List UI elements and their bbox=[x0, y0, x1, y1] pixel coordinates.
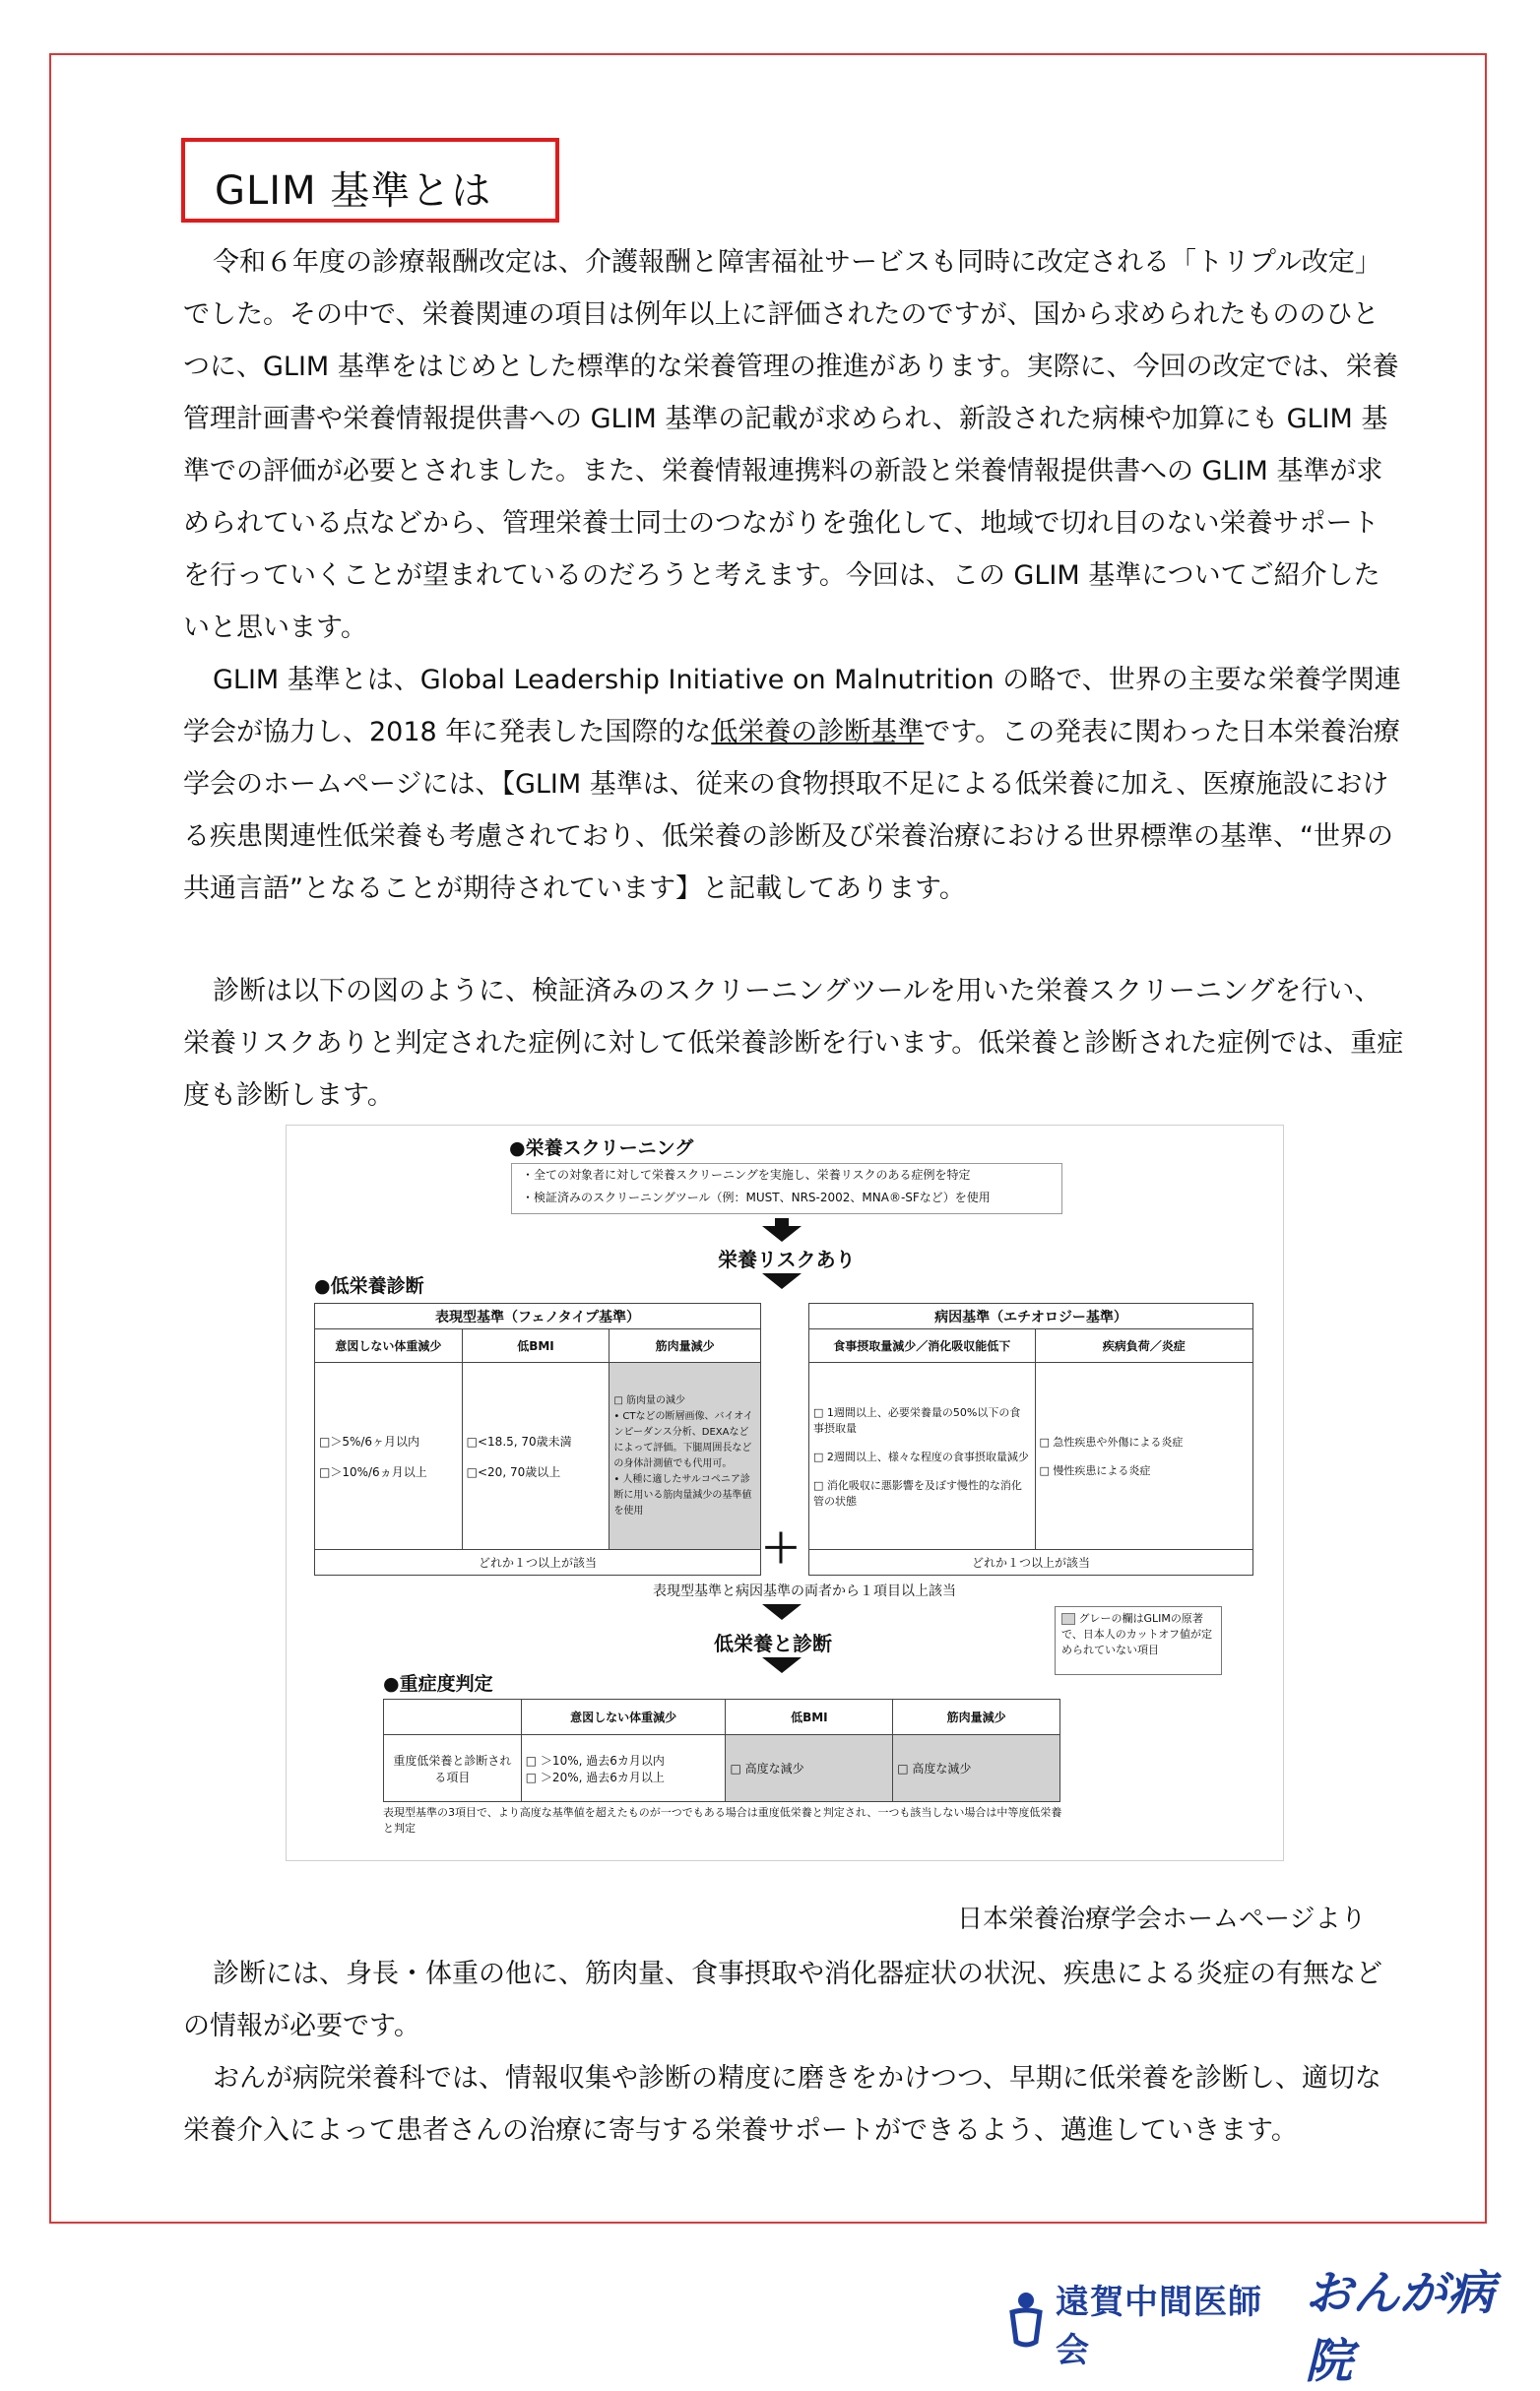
paragraph-2-b: です。この発表に関わった日本栄養治療学会のホームページには、【GLIM 基準は、従来の食物摂取不足による低栄養に加え、医療施設における疾患関連性低栄養も考慮されており、低栄養の診断及び栄養治療における世界標準の基準、“世界の共通言語”となることが期待されています】と記載してあります。 bbox=[183, 717, 1400, 904]
malnutrition-label: 低栄養と診断 bbox=[714, 1632, 832, 1655]
plus-icon: ＋ bbox=[761, 1526, 801, 1572]
sev-blank bbox=[384, 1700, 522, 1735]
etio-col: 疾病負荷／炎症 bbox=[1035, 1329, 1253, 1363]
org-name: 遠賀中間医師会 bbox=[1056, 2283, 1262, 2370]
severity-title: ●重症度判定 bbox=[383, 1673, 493, 1695]
figure-source: 日本栄養治療学会ホームページより bbox=[957, 1905, 1367, 1934]
pheno-col: 低BMI bbox=[462, 1329, 610, 1363]
pheno-col: 意図しない体重減少 bbox=[315, 1329, 463, 1363]
pheno-cell: □<18.5, 70歳未満 □<20, 70歳以上 bbox=[462, 1363, 610, 1550]
pheno-header: 表現型基準（フェノタイプ基準） bbox=[315, 1304, 761, 1329]
screening-title: ●栄養スクリーニング bbox=[509, 1137, 694, 1159]
severity-table bbox=[383, 1699, 1060, 1802]
sev-cell: □ 高度な減少 bbox=[726, 1735, 893, 1802]
sev-col: 筋肉量減少 bbox=[893, 1700, 1060, 1735]
paragraph-2-a: GLIM 基準とは、Global Leadership Initiative on Malnutrition の略で、世界の主要な栄養学関連学会が協力し、2018 年に発表した国際的な bbox=[183, 665, 1401, 747]
title-box bbox=[181, 138, 559, 223]
sev-cell: □ ＞10%, 過去6カ月以内 □ ＞20%, 過去6カ月以上 bbox=[521, 1735, 726, 1802]
pheno-any-one: どれか１つ以上が該当 bbox=[315, 1550, 761, 1576]
screening-item: ・全ての対象者に対して栄養スクリーニングを実施し、栄養リスクのある症例を特定 bbox=[522, 1168, 971, 1182]
pheno-cell: □＞5%/6ヶ月以内 □＞10%/6ヵ月以上 bbox=[315, 1363, 463, 1550]
down-arrow-icon bbox=[762, 1226, 802, 1242]
etiologic-table bbox=[808, 1303, 1253, 1576]
glim-figure bbox=[286, 1125, 1284, 1861]
sev-row-label: 重度低栄養と診断される項目 bbox=[384, 1735, 522, 1802]
sev-col: 低BMI bbox=[726, 1700, 893, 1735]
diagnosis-title: ●低栄養診断 bbox=[314, 1275, 424, 1297]
screening-item: ・検証済みのスクリーニングツール（例：MUST、NRS-2002、MNA®-SFなど）を使用 bbox=[522, 1191, 991, 1204]
down-arrow-icon bbox=[762, 1273, 802, 1289]
severity-note: 表現型基準の3項目で、より高度な基準値を超えたものが一つでもある場合は重度低栄養と判定され、一つも該当しない場合は中等度低栄養と判定 bbox=[383, 1806, 1062, 1835]
gray-note: グレーの欄はGLIMの原著で、日本人のカットオフ値が定められていない項目 bbox=[1061, 1612, 1213, 1656]
hospital-logo-icon bbox=[1006, 2291, 1046, 2356]
hospital-name: おんが病院 bbox=[1305, 2266, 1495, 2389]
underlined-term: 低栄養の診断基準 bbox=[711, 717, 925, 747]
risk-label: 栄養リスクあり bbox=[718, 1248, 856, 1271]
etio-any-one: どれか１つ以上が該当 bbox=[809, 1550, 1253, 1576]
down-arrow-icon bbox=[762, 1657, 802, 1673]
etio-cell: □ 1週間以上、必要栄養量の50%以下の食事摂取量 □ 2週間以上、様々な程度の食事摂取量減少 □ 消化吸収に悪影響を及ぼす慢性的な消化管の状態 bbox=[809, 1363, 1036, 1550]
phenotypic-table bbox=[314, 1303, 761, 1576]
sev-cell: □ 高度な減少 bbox=[893, 1735, 1060, 1802]
screening-box bbox=[511, 1163, 1062, 1214]
hospital-signature bbox=[1006, 2255, 1540, 2391]
etio-cell: □ 急性疾患や外傷による炎症 □ 慢性疾患による炎症 bbox=[1035, 1363, 1253, 1550]
page-title: GLIM 基準とは bbox=[215, 168, 492, 214]
closing-1: 診断には、身長・体重の他に、筋肉量、食事摂取や消化器症状の状況、疾患による炎症の有無などの情報が必要です。 bbox=[183, 1959, 1382, 2041]
both-note: 表現型基準と病因基準の両者から１項目以上該当 bbox=[653, 1583, 956, 1599]
gray-swatch bbox=[1061, 1613, 1075, 1625]
gray-legend bbox=[1055, 1606, 1222, 1675]
sev-col: 意図しない体重減少 bbox=[521, 1700, 726, 1735]
pheno-cell-muscle: □ 筋肉量の減少 • CTなどの断層画像、バイオインピーダンス分析、DEXAなどによって評価。下腿周囲長などの身体計測値でも代用可。 • 人種に適したサルコペニア診断に用いる筋肉量減少の基準値を使用 bbox=[610, 1363, 761, 1550]
paragraph-2 bbox=[183, 654, 1404, 915]
pheno-col: 筋肉量減少 bbox=[610, 1329, 761, 1363]
down-arrow-icon bbox=[762, 1604, 802, 1620]
etio-col: 食事摂取量減少／消化吸収能低下 bbox=[809, 1329, 1036, 1363]
paragraph-3: 診断は以下の図のように、検証済みのスクリーニングツールを用いた栄養スクリーニングを行い、栄養リスクありと判定された症例に対して低栄養診断を行います。低栄養と診断された症例では、重症度も診断します。 bbox=[183, 976, 1404, 1111]
etio-header: 病因基準（エチオロジー基準） bbox=[809, 1304, 1253, 1329]
paragraph-1: 令和６年度の診療報酬改定は、介護報酬と障害福祉サービスも同時に改定される「トリプル改定」でした。その中で、栄養関連の項目は例年以上に評価されたのですが、国から求められたもののひとつに、GLIM 基準をはじめとした標準的な栄養管理の推進があります。実際に、今回の改定では、栄養管理計画書や栄養情報提供書への GLIM 基準の記載が求められ、新設された病棟や加算にも GLIM 基準での評価が必要とされました。また、栄養情報連携料の新設と栄養情報提供書への GLIM 基準が求められている点などから、管理栄養士同士のつながりを強化して、地域で切れ目のない栄養サポートを行っていくことが望まれているのだろうと考えます。今回は、この GLIM 基準についてご紹介したいと思います。 bbox=[183, 247, 1399, 643]
closing-2: おんが病院栄養科では、情報収集や診断の精度に磨きをかけつつ、早期に低栄養を診断し、適切な栄養介入によって患者さんの治療に寄与する栄養サポートができるよう、邁進していきます。 bbox=[183, 2063, 1381, 2146]
